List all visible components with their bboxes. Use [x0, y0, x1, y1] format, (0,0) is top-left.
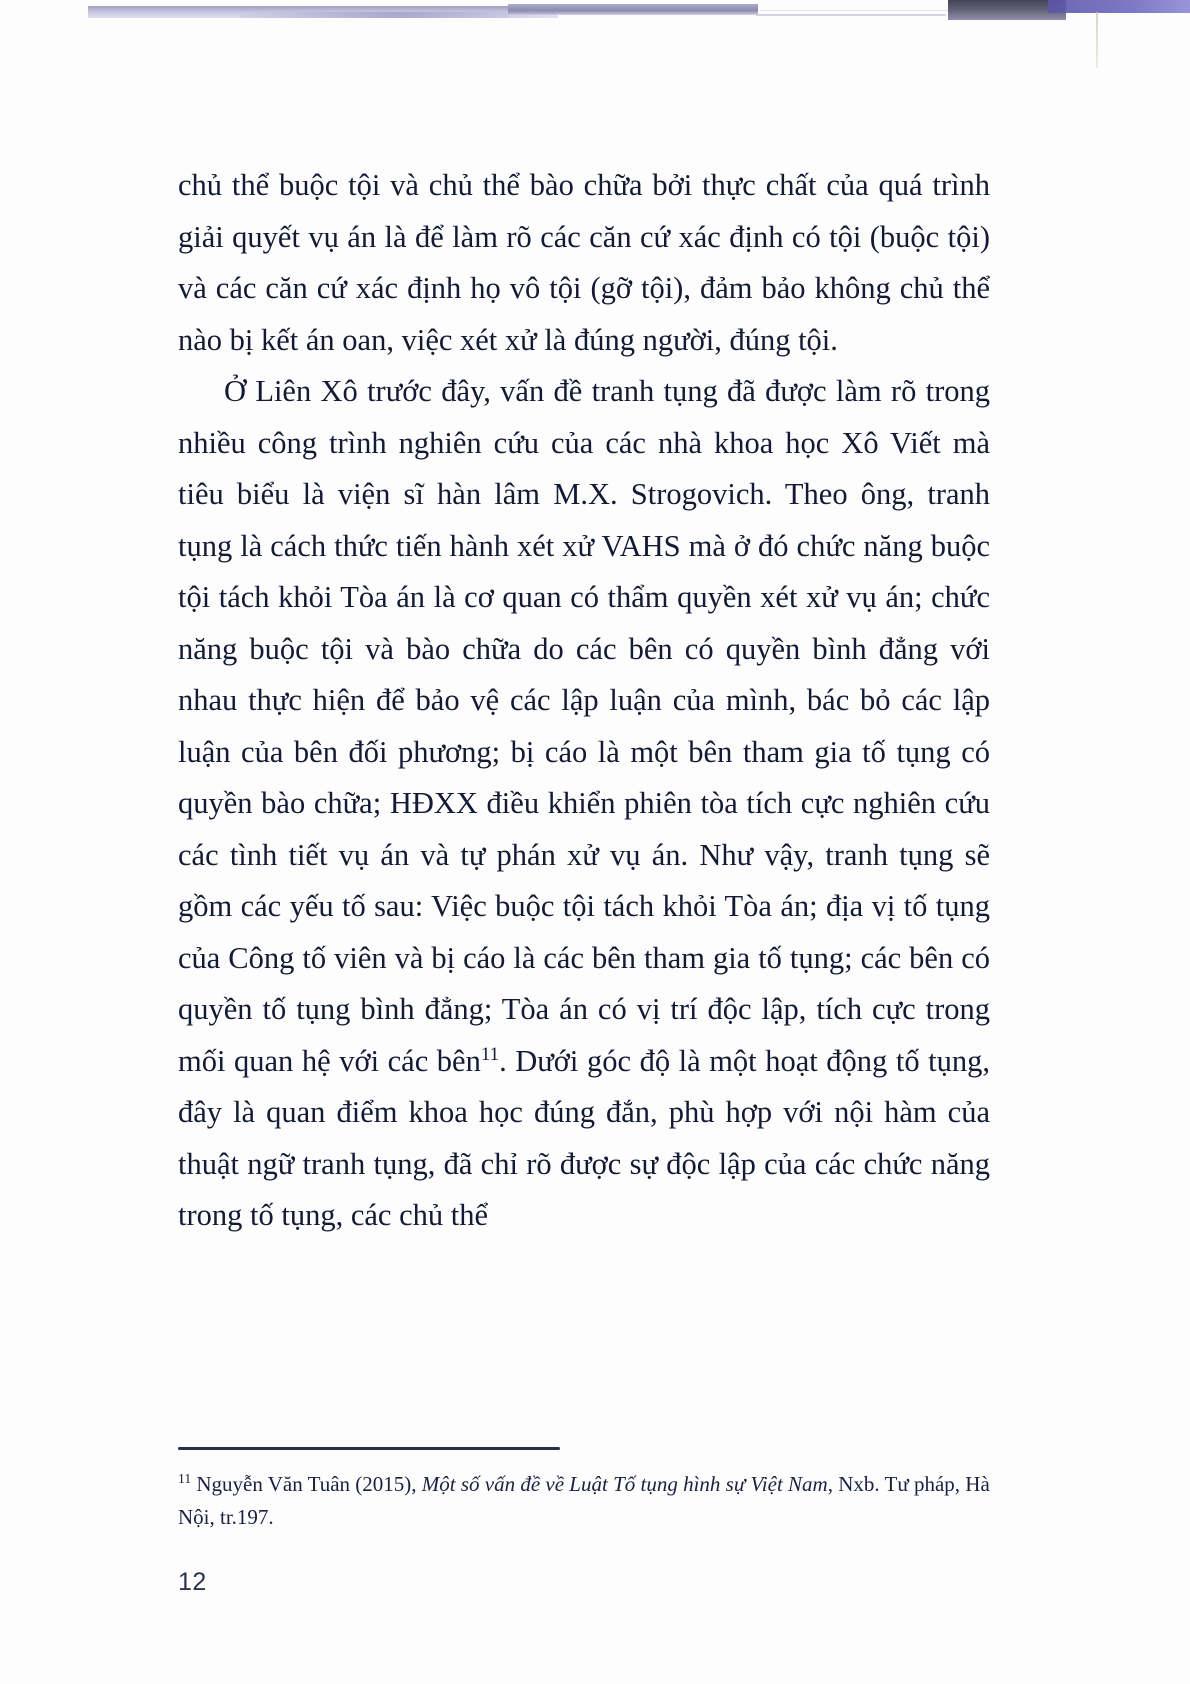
paragraph-2	[178, 366, 990, 1242]
footnote-block	[178, 1468, 990, 1534]
footnote-entry-11	[178, 1468, 990, 1534]
page-body-text	[178, 160, 990, 1242]
footnote-title: Một số vấn đề về Luật Tố tụng hình sự Việt Nam	[421, 1472, 828, 1496]
page-number: 12	[178, 1568, 207, 1596]
scan-artifact-top-right-band	[508, 4, 758, 15]
paragraph-2-text-after-footnote: . Dưới góc độ là một hoạt động tố tụng, đây là quan điểm khoa học đúng đắn, phù hợp với nội hàm của thuật ngữ tranh tụng, đã chỉ rõ được sự độc lập của các chức năng trong tố tụng, các chủ thể	[178, 1043, 990, 1232]
scan-artifact-right-edge-rule	[1096, 12, 1098, 68]
footnote-reference-11[interactable]: 11	[480, 1043, 500, 1065]
scan-artifact-corner-violet	[1048, 0, 1190, 13]
footnote-marker-11: 11	[178, 1471, 192, 1486]
footnote-publication: , Nxb. Tư pháp, Hà Nội, tr.197.	[178, 1472, 990, 1529]
paragraph-2-text-before-footnote: Ở Liên Xô trước đây, vấn đề tranh tụng đã được làm rõ trong nhiều công trình nghiên cứu của các nhà khoa học Xô Viết mà tiêu biểu là viện sĩ hàn lâm M.X. Strogovich. Theo ông, tranh tụng là cách thức tiến hành xét xử VAHS mà ở đó chức năng buộc tội tách khỏi Tòa án là cơ quan có thẩm quyền xét xử vụ án; chức năng buộc tội và bào chữa do các bên có quyền bình đẳng với nhau thực hiện để bảo vệ các lập luận của mình, bác bỏ các lập luận của bên đối phương; bị cáo là một bên tham gia tố tụng có quyền bào chữa; HĐXX điều khiển phiên tòa tích cực nghiên cứu các tình tiết vụ án và tự phán xử vụ án. Như vậy, tranh tụng sẽ gồm các yếu tố sau: Việc buộc tội tách khỏi Tòa án; địa vị tố tụng của Công tố viên và bị cáo là các bên tham gia tố tụng; các bên có quyền tố tụng bình đẳng; Tòa án có vị trí độc lập, tích cực trong mối quan hệ với các bên	[178, 374, 990, 1078]
footnote-separator-rule	[178, 1447, 560, 1450]
paragraph-1-text: chủ thể buộc tội và chủ thể bào chữa bởi thực chất của quá trình giải quyết vụ án là để làm rõ các căn cứ xác định có tội (buộc tội) và các căn cứ xác định họ vô tội (gỡ tội), đảm bảo không chủ thể nào bị kết án oan, việc xét xử là đúng người, đúng tội.	[178, 168, 990, 357]
paragraph-1	[178, 160, 990, 366]
footnote-author-year: Nguyễn Văn Tuân (2015),	[191, 1472, 422, 1496]
